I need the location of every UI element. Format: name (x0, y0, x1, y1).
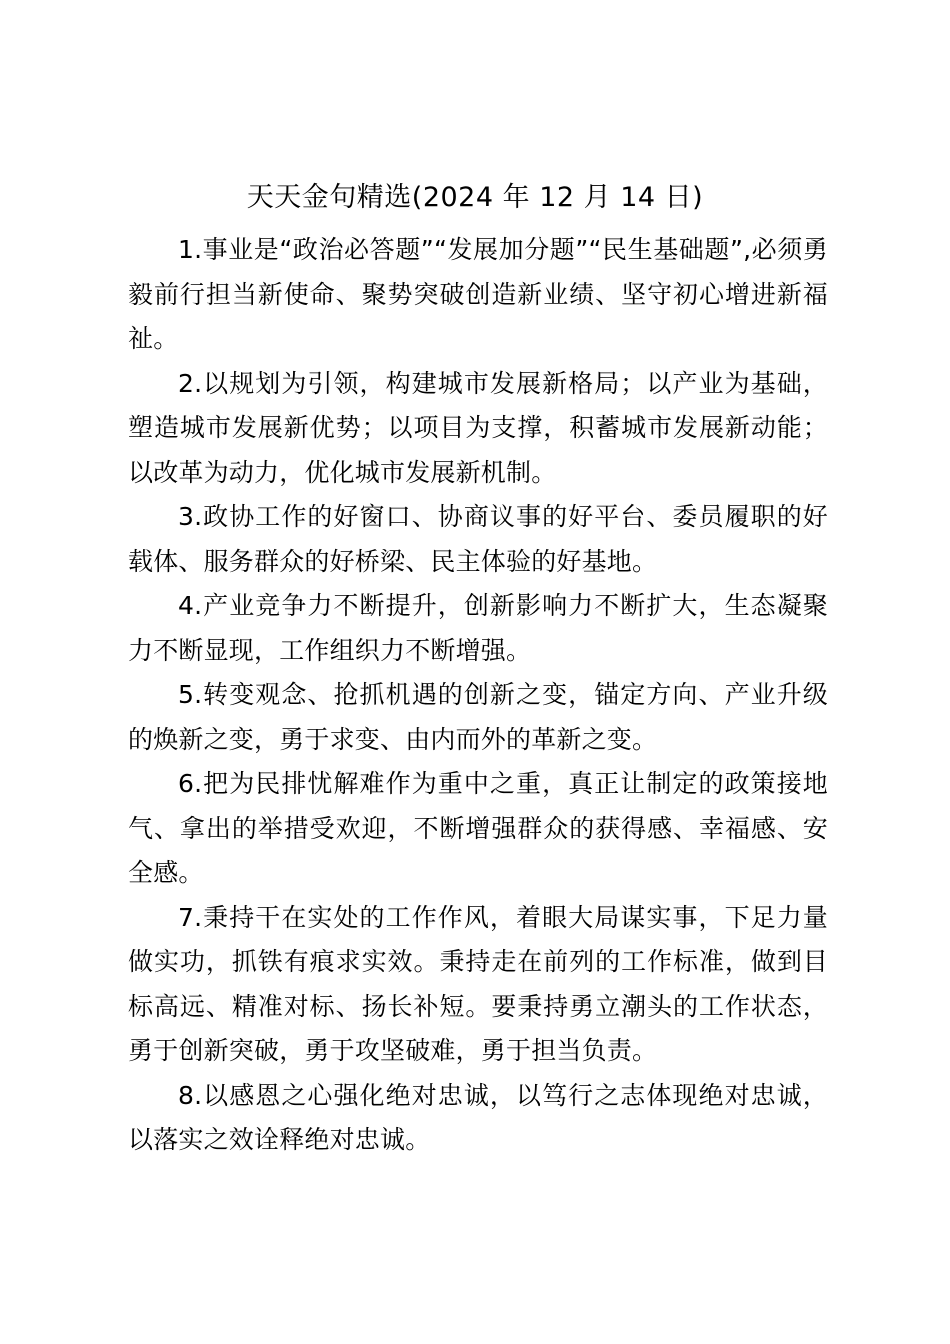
paragraph-6: 6.把为民排忧解难作为重中之重，真正让制定的政策接地气、拿出的举措受欢迎，不断增强群众的获得感、幸福感、安全感。 (128, 769, 828, 887)
paragraph-3: 3.政协工作的好窗口、协商议事的好平台、委员履职的好载体、服务群众的好桥梁、民主体验的好基地。 (128, 502, 828, 576)
paragraph-7: 7.秉持干在实处的工作作风，着眼大局谋实事，下足力量做实功，抓铁有痕求实效。秉持走在前列的工作标准，做到目标高远、精准对标、扬长补短。要秉持勇立潮头的工作状态，勇于创新突破，勇于攻坚破难，勇于担当负责。 (128, 902, 828, 1065)
paragraph-1: 1.事业是“政治必答题”“发展加分题”“民生基础题”,必须勇毅前行担当新使命、聚势突破创造新业绩、坚守初心增进新福祉。 (128, 235, 828, 353)
paragraph-8: 8.以感恩之心强化绝对忠诚，以笃行之志体现绝对忠诚，以落实之效诠释绝对忠诚。 (128, 1080, 828, 1154)
paragraph-5: 5.转变观念、抢抓机遇的创新之变，锚定方向、产业升级的焕新之变，勇于求变、由内而外的革新之变。 (128, 680, 828, 754)
paragraph-2: 2.以规划为引领，构建城市发展新格局；以产业为基础，塑造城市发展新优势；以项目为支撑，积蓄城市发展新动能；以改革为动力，优化城市发展新机制。 (128, 368, 828, 487)
document-title: 天天金句精选(2024 年 12 月 14 日) (246, 182, 704, 213)
paragraph-4: 4.产业竞争力不断提升，创新影响力不断扩大，生态凝聚力不断显现，工作组织力不断增强。 (128, 591, 828, 665)
document-body (128, 228, 828, 1163)
